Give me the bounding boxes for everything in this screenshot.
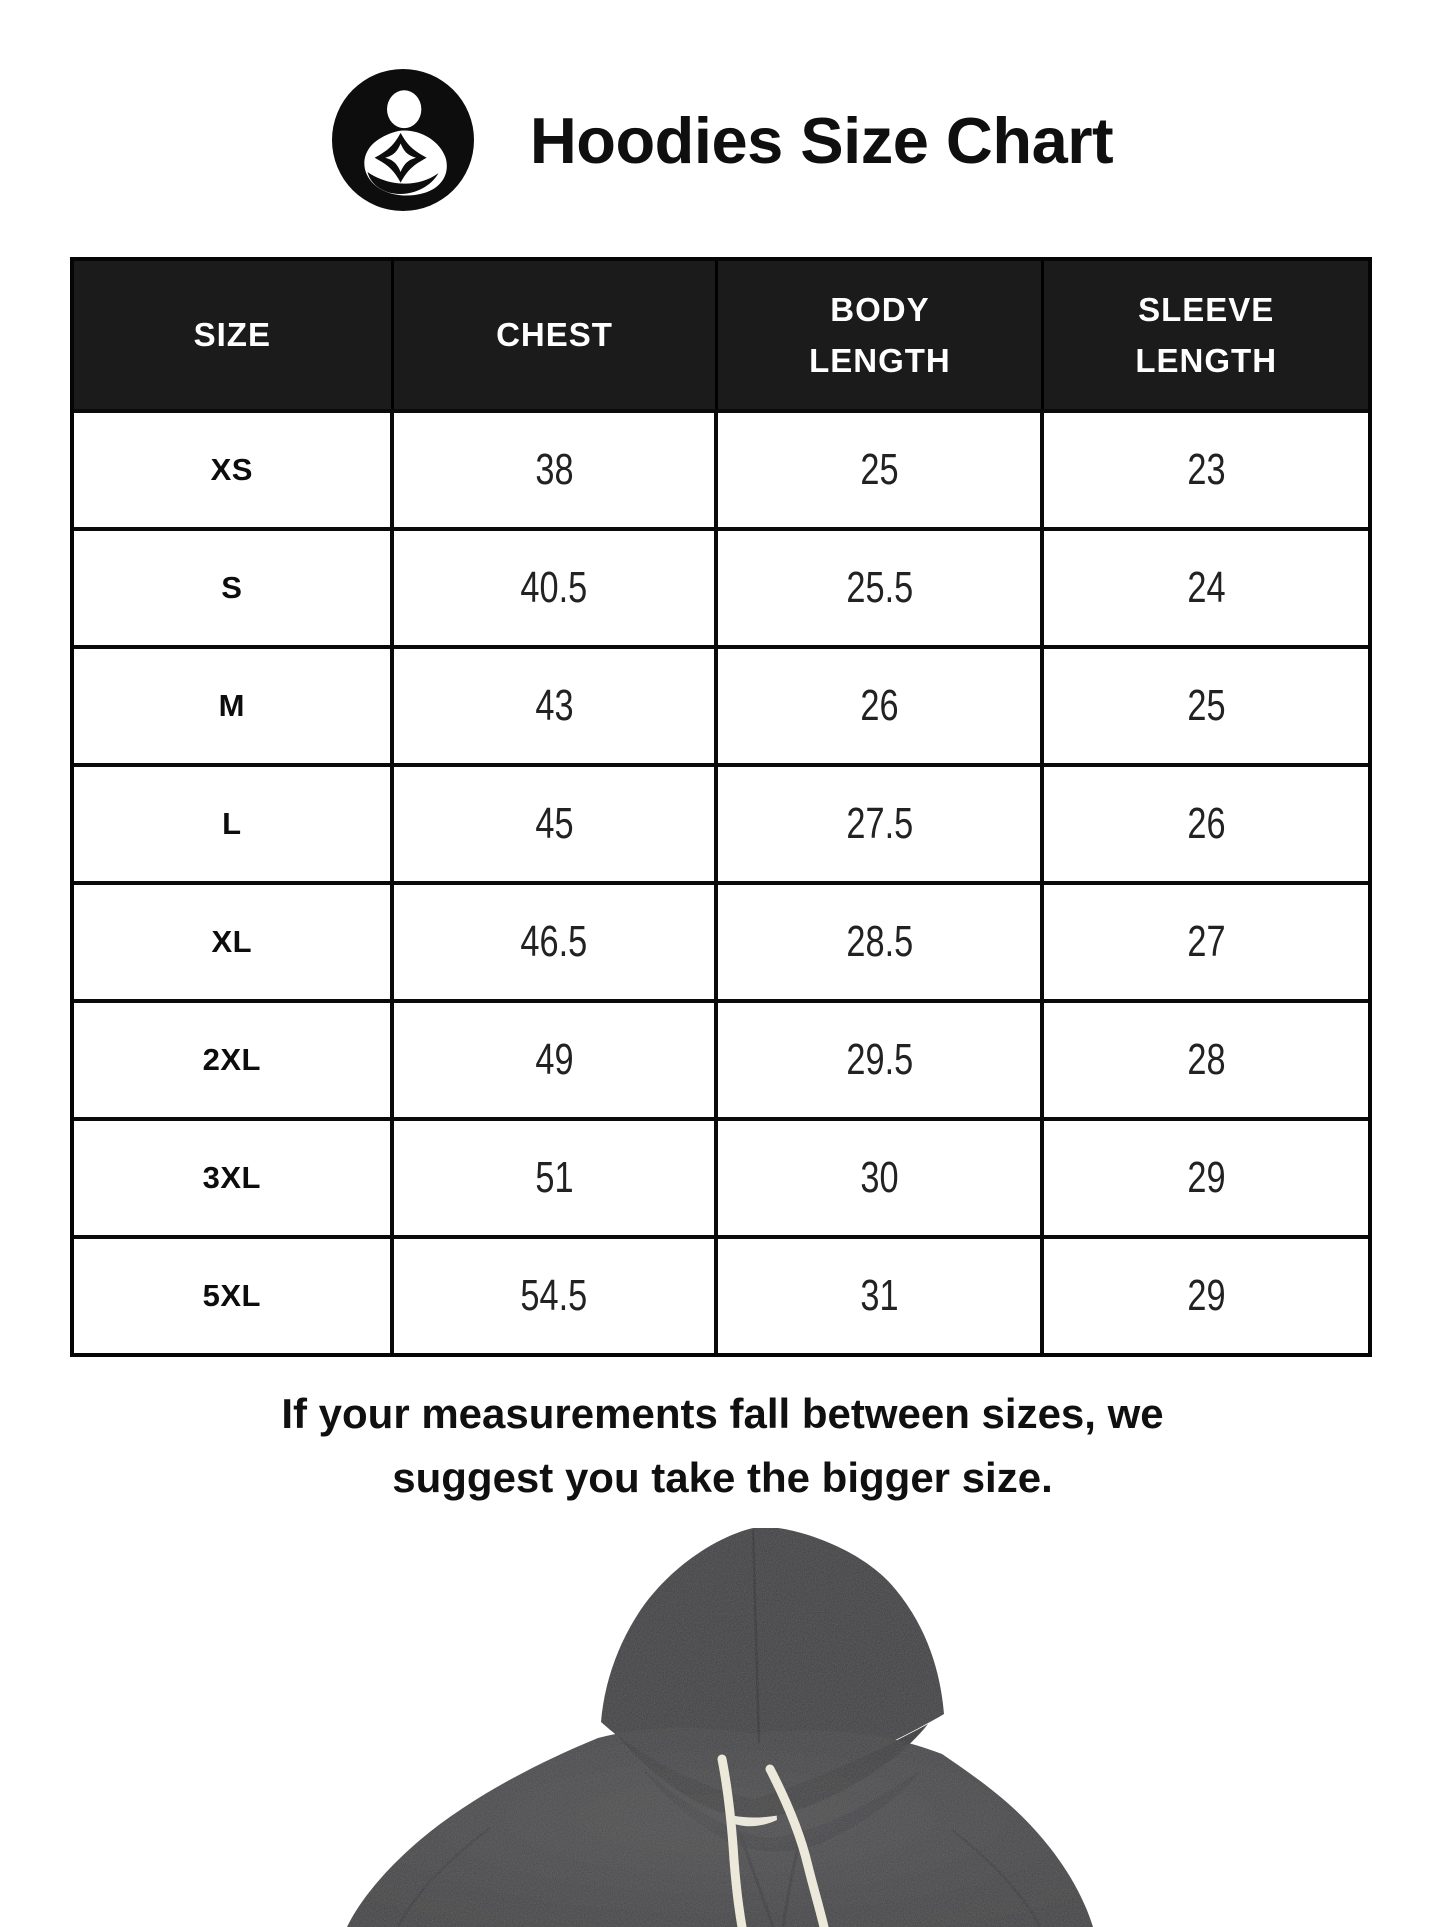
- row-xs-body-length: 25: [718, 409, 1044, 527]
- column-header-chest: CHEST: [394, 261, 719, 409]
- page-title: Hoodies Size Chart: [529, 103, 1114, 177]
- brand-header: [0, 64, 1445, 216]
- column-header-size: SIZE: [74, 261, 394, 409]
- row-3xl-size: 3XL: [74, 1117, 394, 1235]
- sizing-note-line2: suggest you take the bigger size.: [392, 1453, 1053, 1501]
- row-l-chest: 45: [394, 763, 719, 881]
- row-2xl-body-length: 29.5: [718, 999, 1044, 1117]
- row-xl-chest: 46.5: [394, 881, 719, 999]
- row-l-body-length: 27.5: [718, 763, 1044, 881]
- row-2xl-size: 2XL: [74, 999, 394, 1117]
- sizing-note-line1: If your measurements fall between sizes, we: [281, 1390, 1164, 1437]
- row-xs-chest: 38: [394, 409, 719, 527]
- row-3xl-body-length: 30: [718, 1117, 1044, 1235]
- hoodie-illustration: [340, 1528, 1100, 1927]
- row-xl-sleeve-length: 27: [1044, 881, 1368, 999]
- sizing-note: [0, 1382, 1445, 1510]
- column-header-body-length: BODY LENGTH: [718, 261, 1044, 409]
- row-xs-size: XS: [74, 409, 394, 527]
- row-5xl-sleeve-length: 29: [1044, 1235, 1368, 1353]
- row-5xl-body-length: 31: [718, 1235, 1044, 1353]
- row-m-sleeve-length: 25: [1044, 645, 1368, 763]
- hoodie-photo: [340, 1528, 1100, 1927]
- row-xs-sleeve-length: 23: [1044, 409, 1368, 527]
- row-s-size: S: [74, 527, 394, 645]
- brand-logo: [332, 69, 474, 211]
- size-chart-table: [70, 257, 1372, 1357]
- row-xl-size: XL: [74, 881, 394, 999]
- row-l-size: L: [74, 763, 394, 881]
- row-2xl-chest: 49: [394, 999, 719, 1117]
- row-3xl-sleeve-length: 29: [1044, 1117, 1368, 1235]
- row-m-body-length: 26: [718, 645, 1044, 763]
- row-5xl-size: 5XL: [74, 1235, 394, 1353]
- row-s-chest: 40.5: [394, 527, 719, 645]
- row-xl-body-length: 28.5: [718, 881, 1044, 999]
- row-s-body-length: 25.5: [718, 527, 1044, 645]
- row-l-sleeve-length: 26: [1044, 763, 1368, 881]
- mother-and-child-logo-icon: [332, 69, 474, 211]
- row-s-sleeve-length: 24: [1044, 527, 1368, 645]
- row-5xl-chest: 54.5: [394, 1235, 719, 1353]
- row-2xl-sleeve-length: 28: [1044, 999, 1368, 1117]
- row-3xl-chest: 51: [394, 1117, 719, 1235]
- row-m-size: M: [74, 645, 394, 763]
- row-m-chest: 43: [394, 645, 719, 763]
- column-header-sleeve-length: SLEEVE LENGTH: [1044, 261, 1368, 409]
